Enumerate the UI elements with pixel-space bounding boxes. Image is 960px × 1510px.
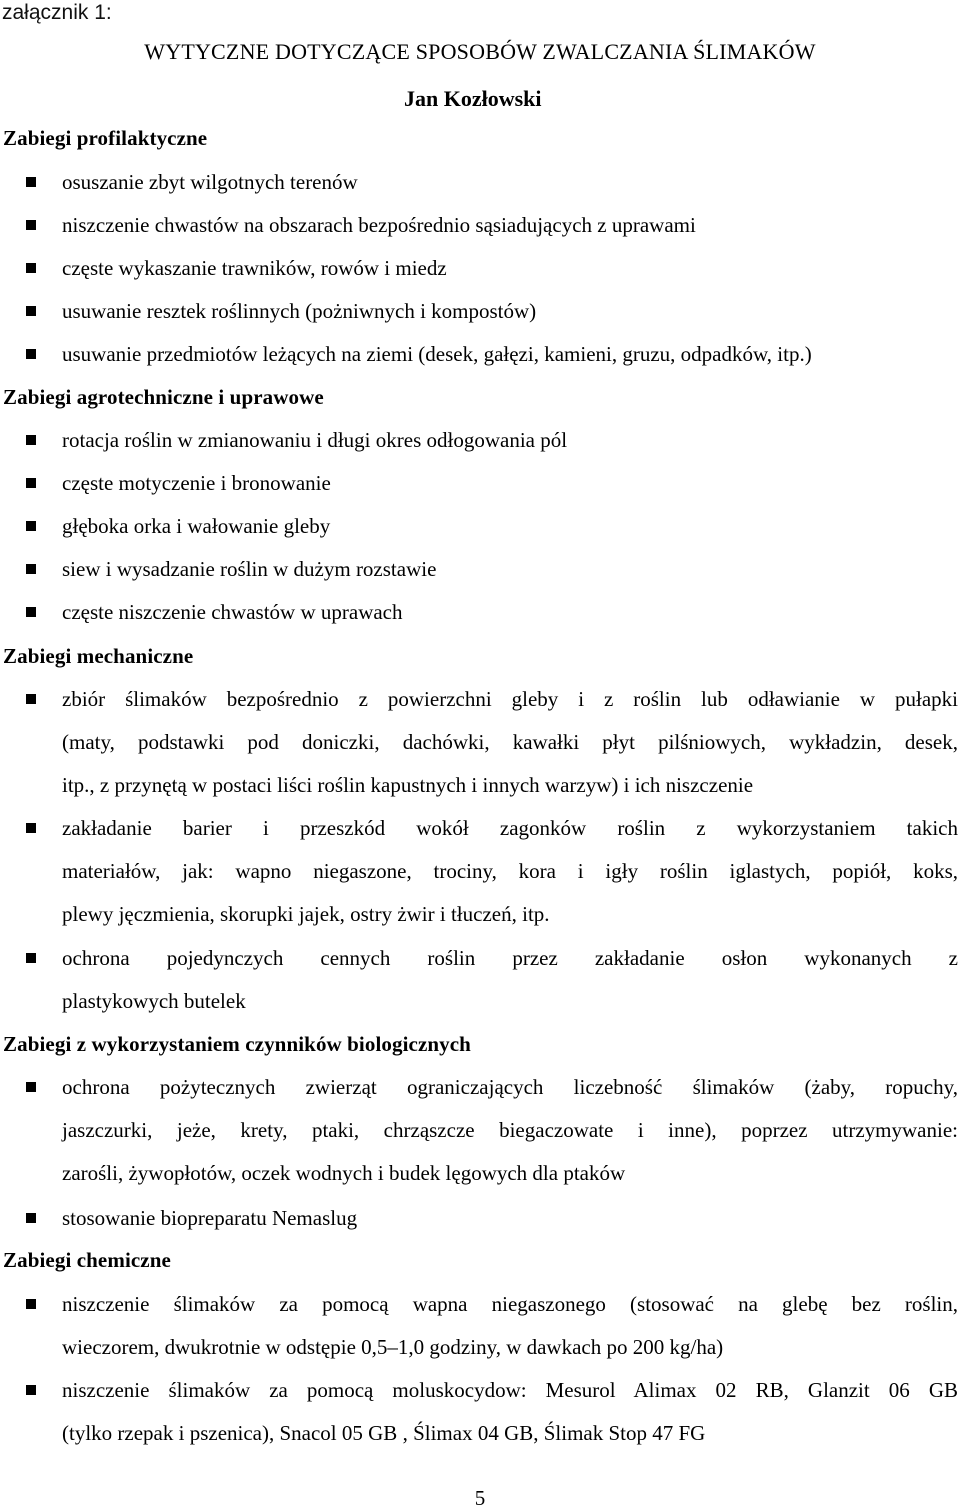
bullet-square-icon (26, 607, 36, 617)
list-item-line: materiałów, jak: wapno niegaszone, trociny, kora i igły roślin iglastych, popiół, koks, (62, 859, 958, 883)
list-item-line: niszczenie ślimaków za pomocą wapna niegaszonego (stosować na glebę bez roślin, (62, 1292, 958, 1316)
section-heading-profilaktyczne: Zabiegi profilaktyczne (3, 126, 208, 150)
list-item-line: zarośli, żywopłotów, oczek wodnych i budek lęgowych dla ptaków (62, 1161, 626, 1185)
bullet-square-icon (26, 564, 36, 574)
list-item-line: jaszczurki, jeże, krety, ptaki, chrząszcze biegaczowate i inne), poprzez utrzymywanie: (62, 1118, 958, 1142)
document-title: WYTYCZNE DOTYCZĄCE SPOSOBÓW ZWALCZANIA ŚLIMAKÓW (144, 39, 816, 64)
list-item: częste wykaszanie trawników, rowów i miedz (62, 256, 447, 280)
page-number: 5 (474, 1486, 486, 1510)
bullet-square-icon (26, 349, 36, 359)
list-item-line: (tylko rzepak i pszenica), Snacol 05 GB , Ślimax 04 GB, Ślimak Stop 47 FG (62, 1421, 706, 1445)
list-item-line: itp., z przynętą w postaci liści roślin kapustnych i innych warzyw) i ich niszczenie (62, 773, 754, 797)
list-item-line: stosowanie biopreparatu Nemaslug (62, 1206, 358, 1230)
bullet-square-icon (26, 521, 36, 531)
list-item-line: wieczorem, dwukrotnie w odstępie 0,5–1,0 godziny, w dawkach po 200 kg/ha) (62, 1335, 724, 1359)
list-item: rotacja roślin w zmianowaniu i długi okres odłogowania pól (62, 428, 568, 452)
bullet-square-icon (26, 953, 36, 963)
section-heading-chemiczne: Zabiegi chemiczne (3, 1248, 171, 1272)
list-item-line: plewy jęczmienia, skorupki jajek, ostry żwir i tłuczeń, itp. (62, 902, 550, 926)
bullet-square-icon (26, 694, 36, 704)
list-item-line: plastykowych butelek (62, 989, 246, 1013)
list-item: głęboka orka i wałowanie gleby (62, 514, 331, 538)
list-item: usuwanie resztek roślinnych (pożniwnych i kompostów) (62, 299, 537, 323)
list-item: osuszanie zbyt wilgotnych terenów (62, 170, 358, 194)
bullet-square-icon (26, 306, 36, 316)
bullet-square-icon (26, 1299, 36, 1309)
bullet-square-icon (26, 435, 36, 445)
list-item: usuwanie przedmiotów leżących na ziemi (desek, gałęzi, kamieni, gruzu, odpadków, itp.) (62, 342, 812, 366)
section-heading-mechaniczne: Zabiegi mechaniczne (3, 644, 194, 668)
list-item-line: ochrona pojedynczych cennych roślin przez zakładanie osłon wykonanych z (62, 946, 958, 970)
bullet-square-icon (26, 177, 36, 187)
bullet-square-icon (26, 1385, 36, 1395)
list-item-line: zakładanie barier i przeszkód wokół zagonków roślin z wykorzystaniem takich (62, 816, 958, 840)
bullet-square-icon (26, 478, 36, 488)
list-item: częste niszczenie chwastów w uprawach (62, 600, 403, 624)
bullet-square-icon (26, 220, 36, 230)
section-heading-agrotechniczne: Zabiegi agrotechniczne i uprawowe (3, 385, 324, 409)
bullet-square-icon (26, 1213, 36, 1223)
bullet-square-icon (26, 1082, 36, 1092)
bullet-square-icon (26, 823, 36, 833)
list-item-line: ochrona pożytecznych zwierząt ograniczających liczebność ślimaków (żaby, ropuchy, (62, 1075, 958, 1099)
attachment-label: załącznik 1: (2, 1, 112, 24)
list-item-line: niszczenie ślimaków za pomocą moluskocydow: Mesurol Alimax 02 RB, Glanzit 06 GB (62, 1378, 958, 1402)
list-item: niszczenie chwastów na obszarach bezpośrednio sąsiadujących z uprawami (62, 213, 696, 237)
list-item-line: zbiór ślimaków bezpośrednio z powierzchni gleby i z roślin lub odławianie w pułapki (62, 687, 958, 711)
bullet-square-icon (26, 263, 36, 273)
list-item: siew i wysadzanie roślin w dużym rozstawie (62, 557, 437, 581)
author-name: Jan Kozłowski (404, 86, 542, 111)
list-item-line: (maty, podstawki pod doniczki, dachówki, kawałki płyt pilśniowych, wykładzin, desek, (62, 730, 958, 754)
list-item: częste motyczenie i bronowanie (62, 471, 331, 495)
section-heading-biologiczne: Zabiegi z wykorzystaniem czynników biologicznych (3, 1032, 471, 1056)
